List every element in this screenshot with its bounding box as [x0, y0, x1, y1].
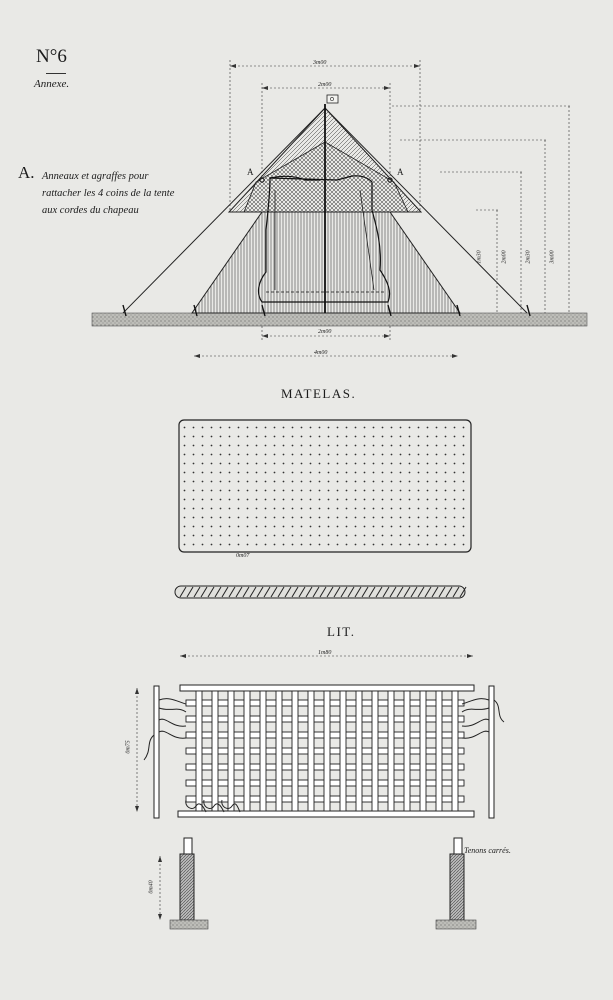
bed-strap-vertical	[244, 691, 250, 811]
bed-strap-vertical	[340, 691, 346, 811]
tent-dim-height-1: 1m30	[476, 250, 483, 264]
tent-flag	[327, 95, 338, 103]
mattress	[179, 420, 471, 552]
tent-note-letter: A.	[18, 163, 35, 182]
tent-dim-height-3: 2m30	[525, 250, 532, 264]
bed-strap-vertical	[452, 691, 458, 811]
plate-number: N°6	[36, 46, 67, 67]
bed-strap-vertical	[276, 691, 282, 811]
bed-strap-vertical	[436, 691, 442, 811]
lit-leg-height-label: 0m40	[148, 880, 155, 894]
tent-corner-label-right: A	[397, 167, 404, 177]
matelas-drawing	[175, 420, 471, 598]
tenons-label: Tenons carrés.	[464, 846, 511, 855]
bed-strap-vertical	[324, 691, 330, 811]
tent-dim-top-outer: 3m00	[313, 60, 327, 66]
bed-strap-vertical	[308, 691, 314, 811]
tent-ground	[92, 313, 587, 326]
lit-width-label: 0m75	[125, 740, 132, 754]
tent-body	[192, 212, 460, 313]
bed-strap-vertical	[420, 691, 426, 811]
tent-dim-ground: 4m00	[314, 350, 328, 356]
plate-number-underline	[46, 73, 66, 74]
bed-strap-vertical	[356, 691, 362, 811]
bed-strap-vertical	[212, 691, 218, 811]
matelas-caption: 0m07	[236, 553, 250, 559]
tent-note-text: Anneaux et agraffes pour rattacher les 4 coins de la tente aux cordes du chapeau	[42, 171, 175, 216]
lit-heading: LIT.	[327, 624, 356, 639]
lit-length-label: 1m80	[318, 650, 332, 656]
bed-strap-vertical	[372, 691, 378, 811]
bed-post-right	[489, 686, 494, 818]
bed-strap-vertical	[196, 691, 202, 811]
bed-leg-left	[170, 838, 208, 929]
lit-drawing	[135, 654, 504, 929]
bed-strap-vertical	[260, 691, 266, 811]
tent-dim-height-4: 3m00	[549, 250, 556, 264]
bed-strap-vertical	[388, 691, 394, 811]
tent-dim-base: 2m00	[318, 329, 332, 335]
tent-dim-height-2: 2m00	[501, 250, 508, 264]
bed-strap-vertical	[404, 691, 410, 811]
matelas-heading: MATELAS.	[281, 386, 357, 401]
bed-post-left	[154, 686, 159, 818]
bed-weave	[186, 691, 464, 811]
annexe-label: Annexe.	[34, 78, 70, 90]
bed-strap-vertical	[228, 691, 234, 811]
bed-rail-bottom	[178, 811, 474, 817]
tent-dim-top-inner: 2m00	[318, 82, 332, 88]
bed-rail-top	[180, 685, 474, 691]
tent-corner-label-left: A	[247, 167, 254, 177]
bed-strap-vertical	[292, 691, 298, 811]
